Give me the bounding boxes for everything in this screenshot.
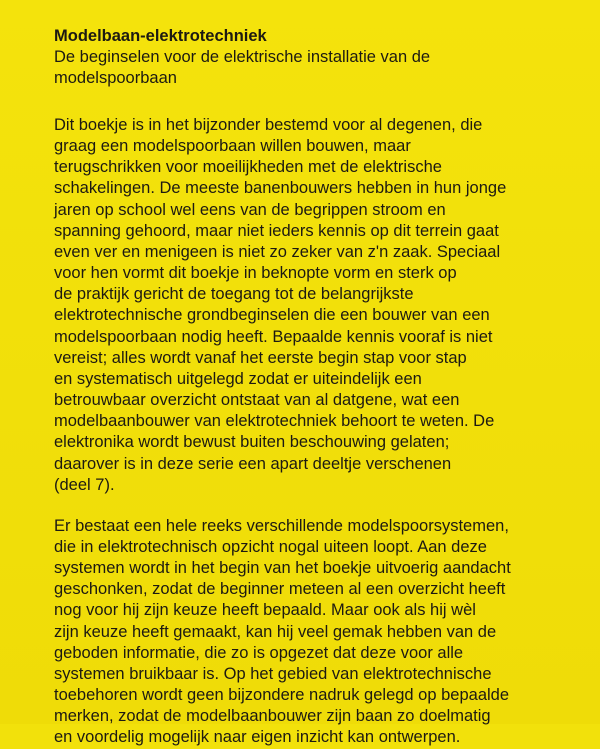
text-line: (deel 7). bbox=[54, 475, 115, 494]
text-line: die in elektrotechnisch opzicht nogal uiteen loopt. Aan deze bbox=[54, 537, 487, 556]
text-line: terugschrikken voor moeilijkheden met de elektrische bbox=[54, 158, 442, 177]
text-line: vereist; alles wordt vanaf het eerste begin stap voor stap bbox=[54, 348, 467, 367]
text-line: spanning gehoord, maar niet ieders kennis op dit terrein gaat bbox=[54, 221, 499, 240]
paragraph-2 bbox=[54, 516, 584, 749]
text-line: en systematisch uitgelegd zodat er uiteindelijk een bbox=[54, 369, 422, 388]
text-line: even ver en menigeen is niet zo zeker van z'n zaak. Speciaal bbox=[54, 242, 501, 261]
page-title: Modelbaan-elektrotechniek bbox=[54, 27, 267, 45]
text-line: graag een modelspoorbaan willen bouwen, maar bbox=[54, 137, 411, 156]
subtitle bbox=[54, 47, 584, 89]
text-line: voor hen vormt dit boekje in beknopte vorm en sterk op bbox=[54, 264, 457, 283]
text-line: daarover is in deze serie een apart deeltje verschenen bbox=[54, 454, 452, 473]
text-line: elektrotechnische grondbeginselen die een bouwer van een bbox=[54, 306, 490, 325]
text-line: en voordelig mogelijk naar eigen inzicht kan ontwerpen. bbox=[54, 728, 461, 747]
text-line: elektronika wordt bewust buiten beschouwing gelaten; bbox=[54, 433, 450, 452]
text-line: Er bestaat een hele reeks verschillende modelspoorsystemen, bbox=[54, 516, 509, 535]
subtitle-line: De beginselen voor de elektrische installatie van de bbox=[54, 48, 431, 66]
text-line: betrouwbaar overzicht ontstaat van al datgene, wat een bbox=[54, 391, 460, 410]
text-line: merken, zodat de modelbaanbouwer zijn baan zo doelmatig bbox=[54, 707, 491, 726]
subtitle-line: modelspoorbaan bbox=[54, 69, 177, 87]
text-line: toebehoren wordt geen bijzondere nadruk gelegd op bepaalde bbox=[54, 686, 510, 705]
text-line: schakelingen. De meeste banenbouwers hebben in hun jonge bbox=[54, 179, 507, 198]
text-line: nog voor hij zijn keuze heeft bepaald. Maar ook als hij wèl bbox=[54, 601, 476, 620]
text-line: modelbaanbouwer van elektrotechniek behoort te weten. De bbox=[54, 412, 495, 431]
text-line: de praktijk gericht de toegang tot de belangrijkste bbox=[54, 285, 414, 304]
text-line: Dit boekje is in het bijzonder bestemd voor al degenen, die bbox=[54, 116, 483, 134]
text-line: systemen bruikbaar is. Op het gebied van elektrotechnische bbox=[54, 664, 492, 683]
text-line: geboden informatie, die zo is opgezet dat deze voor alle bbox=[54, 643, 464, 662]
text-line: geschonken, zodat de beginner meteen al een overzicht heeft bbox=[54, 580, 506, 599]
text-line: zijn keuze heeft gemaakt, kan hij veel gemak hebben van de bbox=[54, 622, 497, 641]
text-line: modelspoorbaan nodig heeft. Bepaalde kennis vooraf is niet bbox=[54, 327, 493, 346]
text-line: systemen wordt in het begin van het boekje uitvoerig aandacht bbox=[54, 559, 511, 578]
text-line: jaren op school wel eens van de begrippen stroom en bbox=[54, 200, 446, 219]
cover-text bbox=[54, 26, 584, 749]
paragraph-1 bbox=[54, 115, 584, 496]
